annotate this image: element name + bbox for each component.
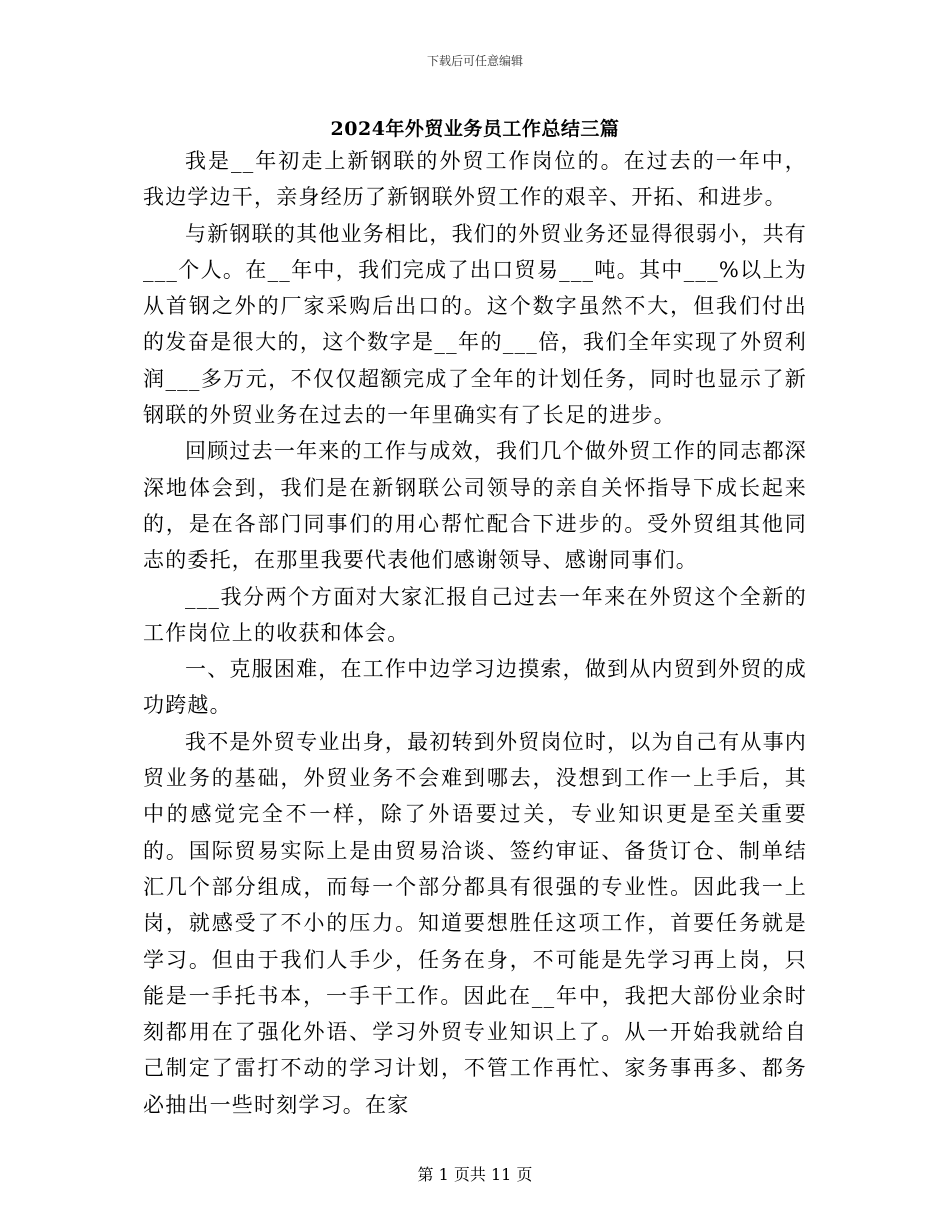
document-body bbox=[143, 143, 807, 1123]
document-title: 2024年外贸业务员工作总结三篇 bbox=[330, 118, 620, 140]
section-heading: 一、克服困难，在工作中边学习边摸索，做到从内贸到外贸的成功跨越。 bbox=[143, 657, 807, 718]
download-note: 下载后可任意编辑 bbox=[426, 54, 523, 68]
paragraph: 与新钢联的其他业务相比，我们的外贸业务还显得很弱小，共有___个人。在__年中，我们完成了出口贸易___吨。其中___%以上为从首钢之外的厂家采购后出口的。这个数字虽然不大，但我们付出的发奋是很大的，这个数字是__年的___倍，我们全年实现了外贸利润___多万元，不仅仅超额完成了全年的计划任务，同时也显示了新钢联的外贸业务在过去的一年里确实有了长足的进步。 bbox=[143, 221, 807, 428]
paragraph: 我是__年初走上新钢联的外贸工作岗位的。在过去的一年中，我边学边干，亲身经历了新钢联外贸工作的艰辛、开拓、和进步。 bbox=[143, 149, 807, 210]
paragraph: 回顾过去一年来的工作与成效，我们几个做外贸工作的同志都深深地体会到，我们是在新钢联公司领导的亲自关怀指导下成长起来的，是在各部门同事们的用心帮忙配合下进步的。受外贸组其他同志的委托，在那里我要代表他们感谢领导、感谢同事们。 bbox=[143, 439, 807, 573]
paragraph: ___我分两个方面对大家汇报自己过去一年来在外贸这个全新的工作岗位上的收获和体会。 bbox=[143, 584, 807, 645]
page-number: 第 1 页共 11 页 bbox=[417, 1165, 533, 1184]
paragraph: 我不是外贸专业出身，最初转到外贸岗位时，以为自己有从事内贸业务的基础，外贸业务不会难到哪去，没想到工作一上手后，其中的感觉完全不一样，除了外语要过关，专业知识更是至关重要的。国际贸易实际上是由贸易洽谈、签约审证、备货订仓、制单结汇几个部分组成，而每一个部分都具有很强的专业性。因此我一上岗，就感受了不小的压力。知道要想胜任这项工作，首要任务就是学习。但由于我们人手少，任务在身，不可能是先学习再上岗，只能是一手托书本，一手干工作。因此在__年中，我把大部份业余时刻都用在了强化外语、学习外贸专业知识上了。从一开始我就给自己制定了雷打不动的学习计划，不管工作再忙、家务事再多、都务必抽出一些时刻学习。在家 bbox=[143, 729, 807, 1117]
